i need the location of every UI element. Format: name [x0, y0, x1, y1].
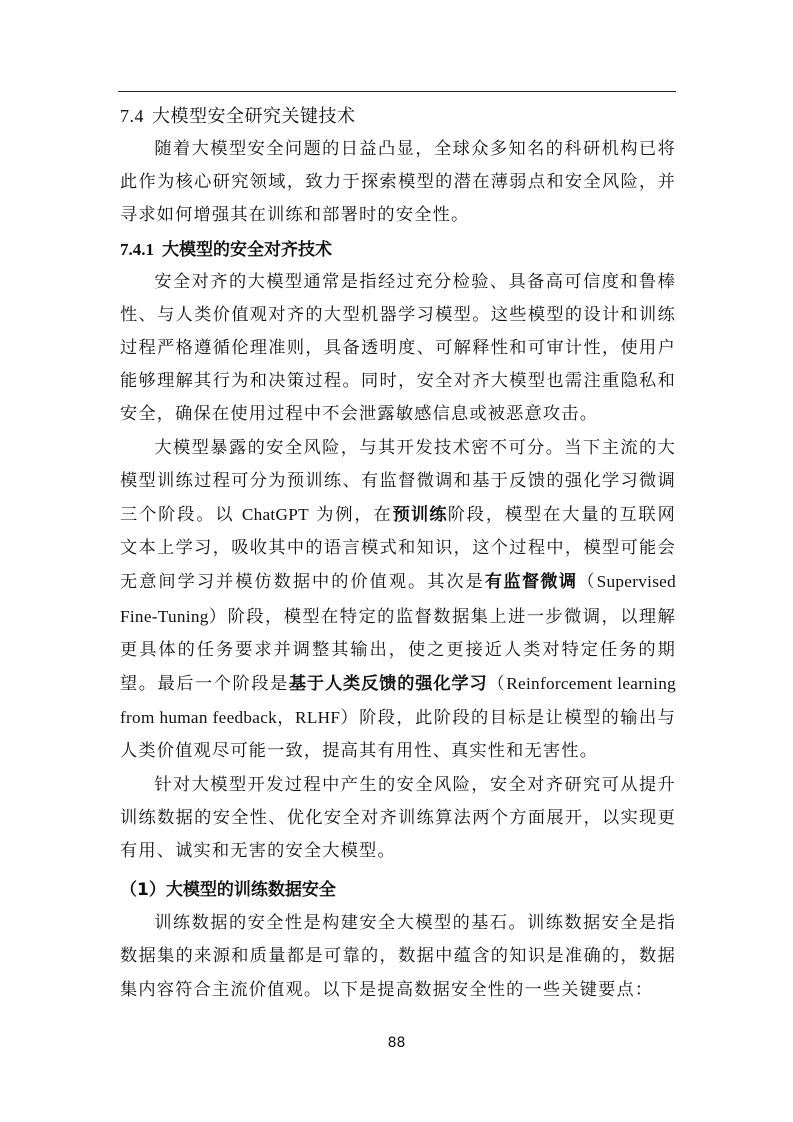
rlhf-term: 基于人类反馈的强化学习	[288, 674, 488, 695]
training-stages-paragraph	[120, 432, 676, 769]
text-run: ）阶段，模型在特定的监督数据集上进一步微调，以理解更具体的任务要求并调整其输出，使之更接近人类对特定任务的期望。最后一个阶段是	[120, 606, 676, 695]
page-body	[120, 100, 676, 1007]
rlhf-english-term: Reinforcement learning from human feedback，RLHF	[120, 674, 676, 728]
subsection-number: 7.4.1	[120, 239, 154, 259]
chatgpt-term: ChatGPT	[241, 505, 309, 525]
text-run: ）阶段，此阶段的目标是让模型的输出与人类价值观尽可能一致，提高其有用性、真实性和无害性。	[120, 708, 676, 762]
text-run: 为例，在	[308, 505, 393, 526]
subsection-heading	[120, 233, 676, 266]
sft-english-term: Supervised Fine-Tuning	[120, 572, 677, 626]
text-run: （	[487, 674, 507, 695]
alignment-research-paragraph: 针对大模型开发过程中产生的安全风险，安全对齐研究可从提升训练数据的安全性、优化安全对齐训练算法两个方面展开，以实现更有用、诚实和无害的安全大模型。	[120, 774, 676, 862]
sft-term: 有监督微调	[484, 572, 578, 593]
subsection-title: 大模型的安全对齐技术	[162, 239, 332, 260]
pretraining-term: 预训练	[392, 505, 448, 526]
text-run: 大模型暴露的安全风险，与其开发技术密不可分。当下主流的大模型训练过程可分为预训练、有监督微调和基于反馈的强化学习微调三个阶段。以	[120, 437, 676, 526]
section-heading	[120, 100, 676, 133]
training-data-paragraph: 训练数据的安全性是构建安全大模型的基石。训练数据安全是指数据集的来源和质量都是可靠的，数据中蕴含的知识是准确的，数据集内容符合主流价值观。以下是提高数据安全性的一些关键要点：	[120, 913, 676, 1000]
section-intro-paragraph: 随着大模型安全问题的日益凸显，全球众多知名的科研机构已将此作为核心研究领域，致力于探索模型的潜在薄弱点和安全风险，并寻求如何增强其在训练和部署时的安全性。	[120, 139, 676, 226]
header-rule	[118, 91, 676, 92]
page-number: 88	[387, 1035, 406, 1051]
alignment-definition-paragraph: 安全对齐的大模型通常是指经过充分检验、具备高可信度和鲁棒性、与人类价值观对齐的大型机器学习模型。这些模型的设计和训练过程严格遵循伦理准则，具备透明度、可解释性和可审计性，使用户能够理解其行为和决策过程。同时，安全对齐大模型也需注重隐私和安全，确保在使用过程中不会泄露敏感信息或被恶意攻击。	[120, 271, 676, 425]
text-run: （	[577, 572, 597, 593]
text-run: 阶段，模型在大量的互联网文本上学习，吸收其中的语言模式和知识，这个过程中，模型可能会无意间学习并模仿数据中的价值观。其次是	[120, 505, 676, 593]
section-number: 7.4	[120, 106, 144, 126]
section-title: 大模型安全研究关键技术	[152, 106, 356, 127]
item-heading: （1）大模型的训练数据安全	[120, 880, 336, 901]
